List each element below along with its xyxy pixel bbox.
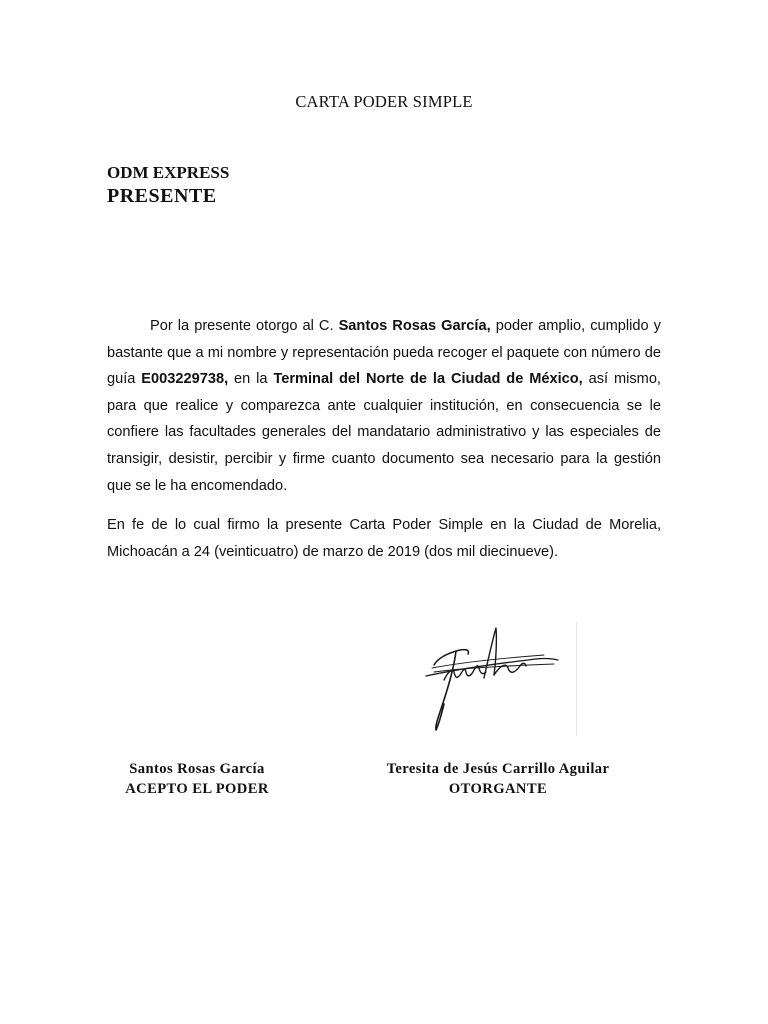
paragraph-1-text-3: en la — [228, 371, 274, 388]
signatory-left-role: ACEPTO EL PODER — [125, 781, 269, 797]
handwritten-signature — [404, 620, 580, 742]
addressee-block — [107, 163, 229, 209]
paragraph-1-text-4: así mismo, para que realice y comparezca ante cualquier institución, en consecuencia se le confiere las facultades generales del mandatario administrativo y las especiales de transigir, desistir, percibir y firme cuanto documento sea necesario para la gestión que se le ha encomendado. — [107, 371, 661, 494]
paragraph-1-text-2: poder amplio, cumplido y bastante que a mi nombre y representación pueda recoger el paquete con número de guía — [107, 318, 661, 388]
paragraph-1-text-1: Por la presente otorgo al C. — [150, 318, 339, 334]
addressee-salutation: PRESENTE — [107, 185, 217, 207]
body-paragraph-2: En fe de lo cual firmo la presente Carta Poder Simple en la Ciudad de Morelia, Michoacán a 24 (veinticuatro) de marzo de 2019 (dos mil diecinueve). — [107, 517, 661, 560]
signatory-left-name: Santos Rosas García — [129, 761, 265, 777]
pickup-location: Terminal del Norte de la Ciudad de México, — [273, 371, 583, 388]
signatory-left — [110, 759, 284, 799]
signatory-right — [364, 759, 632, 799]
addressee-company: ODM EXPRESS — [107, 163, 230, 182]
tracking-number: E003229738, — [141, 371, 229, 388]
attorney-name: Santos Rosas García, — [338, 318, 491, 334]
signatory-right-name: Teresita de Jesús Carrillo Aguilar — [386, 761, 610, 777]
document-title: CARTA PODER SIMPLE — [295, 92, 473, 111]
signatory-right-role: OTORGANTE — [448, 781, 548, 797]
body-paragraph-1 — [107, 313, 661, 499]
